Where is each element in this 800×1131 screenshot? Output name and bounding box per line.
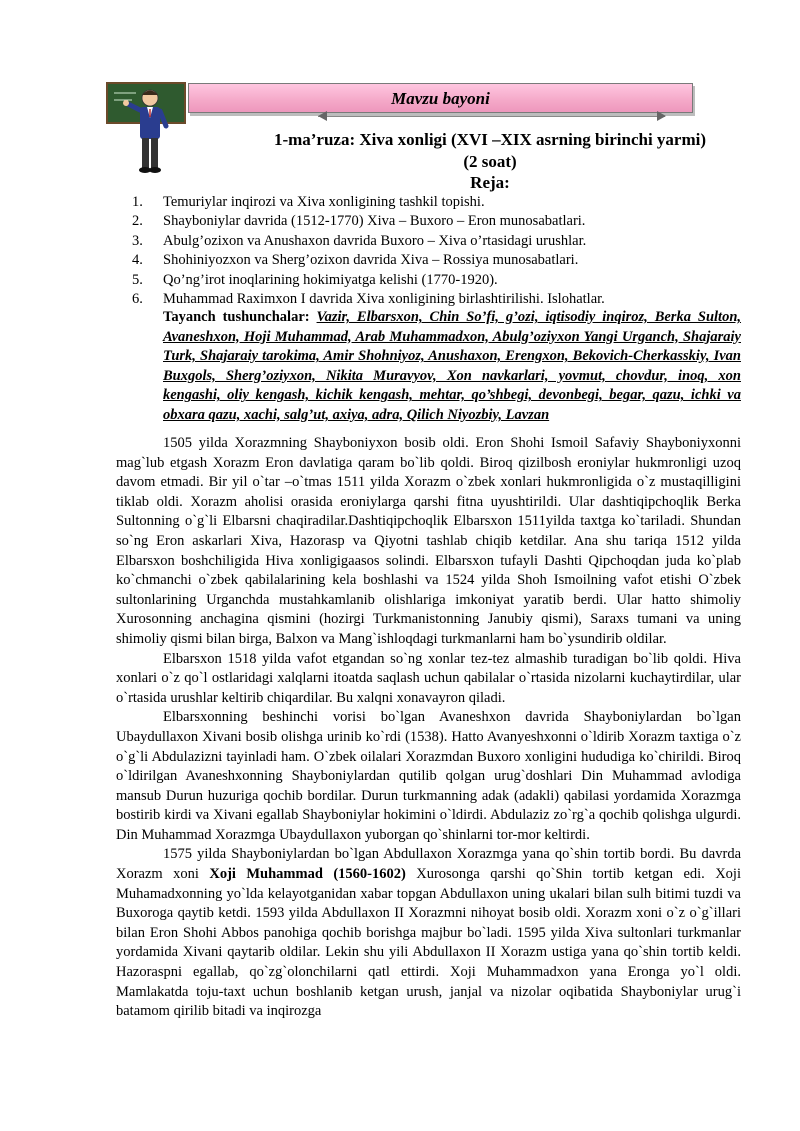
- plan-item: [132, 212, 752, 231]
- plan-item-number: 6.: [132, 291, 143, 308]
- key-terms-list: Vazir, Elbarsxon, Chin So’fi, g’ozi, iqtisodiy inqiroz, Berka Sulton, Avaneshxon, Hoji Muhammad, Arab Muhammadxon, Abulg’oziyxon Yangi Urganch, Shajaraiy Turk, Shajaraiy tarokima, Amir Shohniyoz, Anushaxon, Erengxon, Bekovich-Cherkasskiy, Ivan Buxgols, Sherg’oziyxon, Nikita Muravyov, Xon navkarlari, yovmut, chovdur, inoq, xon kengashi, oliy kengash, kichik kengash, mehtar, qo’shbegi, devonbegi, begar, qazu, ichki va obxara qazu, xachi, salg’ut, axiya, adra, Qilich Niyozbiy, Lavzan: [163, 309, 742, 423]
- paragraph: 1505 yilda Xorazmning Shayboniyxon bosib oldi. Eron Shohi Ismoil Safaviy Shayboniyxonni mag`lub etgash Xorazm Eron davlatiga qaram bo`lib qoldi. Biroq qizilbosh eroniylar hukmronligi uzoq davom etmadi. Bir yil o`tar –o`tmas 1511 yilda Xorazm o`zbek xonlari hukmronligida o`z mustaqilligini tiklab oldi. Xorazm aholisi orasida eroniylarga qarshi fitna uyushtirildi. Ular dashtiqipchoqlik Berka Sultonning o`g`li Elbarsni chaqiradilar.Dashtiqipchoqlik Elbarsxon 1511yilda taxtga ko`tariladi. Shundan so`ng Eron askarlari Xiva, Hazorasp va Qiyotni tashlab chiqib ketdilar. Ana shu tariqa 1512 yilda Elbarsxon boshchiligida Hiva xonligigaasos solindi. Elbarsxon tufayli Dashti Qipchoqdan juda ko`plab ko`chmanchi o`zbek qabilalarining kela boshlashi va 1524 yilda Shoh Ismoilning vafot etishi O`zbek sultonlarining Urganchda mustahkamlanib olishlariga imkoniyat yaratib berdi. Ular hatto shimoliy Xurosonning anchagina qismini (hozirgi Turkmanistonning Janubiy qismi), Saraxs tumani va uning shimoliy qismi bilan birga, Balxon va Mang`ishloqdagi turkmanlarni ham bo`ysundirib oldilar.: [116, 435, 741, 647]
- plan-item: [132, 271, 752, 290]
- plan-item-number: 4.: [132, 252, 143, 269]
- paragraph-text: Xurosonga qarshi qo`Shin tortib ketgan edi. Xoji Muhamadxonning yo`lda kelayotganidan xabar topgan Abdullaxon uning ukalari bilan sulh bitimi tuzdi va Buxoroga qaytib ketdi. 1593 yilda Abdullaxon II Xorazmni nihoyat bosib oldi. Xorazm xoni o`z o`g`illari bilan Eron Shohi Abbos panohiga qochib borishga majbur bo`ladi. 1595 yilda Xiva sultonlari turkmanlar yordamida Xivani qaytarib oldilar. Lekin shu yili Abdullaxon II Xorazm ustiga yana qo`shin tortib keldi. Hazoraspni egallab, qo`zg`olonchilarni qatl ettirdi. Xoji Muhammadxon yana Eronga yo`l oldi. Mamlakatda toju-taxt uchun boshlanib ketgan urush, janjal va nizolar oqibatida Shayboniylar urug`i batamom qirilib bitadi va inqirozga: [116, 866, 741, 1020]
- plan-item-text: Muhammad Raximxon I davrida Xiva xonligining birlashtirilishi. Islohatlar.: [163, 291, 605, 308]
- plan-item: [132, 290, 752, 309]
- plan-list: [132, 193, 752, 309]
- plan-heading: Reja:: [470, 173, 510, 192]
- key-terms-label: Tayanch tushunchalar:: [163, 309, 310, 325]
- plan-item-text: Abulg’ozixon va Anushaxon davrida Buxoro – Xiva o’rtasidagi urushlar.: [163, 232, 587, 249]
- banner-title: Mavzu bayoni: [391, 89, 490, 108]
- plan-item-text: Shayboniylar davrida (1512-1770) Xiva – Buxoro – Eron munosabatlari.: [163, 213, 586, 230]
- khan-name-bold: Xoji Muhammad (1560-1602): [209, 866, 406, 883]
- lecture-title: 1-ma’ruza: Xiva xonligi (XVI –XIX asrning birinchi yarmi): [273, 130, 707, 149]
- plan-item-number: 2.: [132, 213, 143, 230]
- plan-item: [132, 193, 752, 212]
- paragraph: Elbarsxonning beshinchi vorisi bo`lgan Avaneshxon davrida Shayboniylardan bo`lgan Ubaydullaxon Xivani bosib olishga urinib ko`rdi (1538). Hatto Avanyeshxonni o`ldirib Xorazm taxtiga o`z o`g`li Abdulazizni tayinladi ham. O`zbek oilalari Xorazmdan Buxoro xonligini hududiga ko`chirildi. Biroq o`ldirilgan Avaneshxonning Shayboniylardan qutilib qolgan urug`doshlari Din Muhammad avlodiga mansub Durun huzuriga qochib bordilar. Durun turkmanning adak (adakli) qabilasi yordamida Xorazmga bostirib kirdi va Xivani egallab Shayboniylar hokimini o`ldirdi. Abdulaziz zo`rg`a qochib qolishga ulgurdi. Din Muhammad Xorazmga Ubaydullaxon yuborgan qo`shinlarni tor-mor keltirdi.: [116, 709, 741, 843]
- plan-item-text: Qo’ng’irot inoqlarining hokimiyatga kelishi (1770-1920).: [163, 271, 498, 288]
- plan-item-text: Shohiniyozxon va Sherg’ozixon davrida Xiva – Rossiya munosabatlari.: [163, 252, 579, 269]
- plan-item-number: 3.: [132, 232, 143, 249]
- lecture-hours: (2 soat): [463, 152, 517, 171]
- arrow-right-icon: [657, 111, 666, 121]
- plan-item-number: 1.: [132, 194, 143, 210]
- plan-item: [132, 251, 752, 270]
- paragraph: Elbarsxon 1518 yilda vafot etgandan so`ng xonlar tez-tez almashib turadigan bo`lib qoldi. Hiva xonlari o`z qo`l ostlaridagi xalqlarni itoatda saqlash uchun qabilalar o`rtasida nizolarni kuchaytirdilar, ular o`rtasida urushlar keltirib chiqardilar. Bu xalqni xonavayron qiladi.: [116, 650, 741, 706]
- lecture-body: [116, 434, 741, 1022]
- plan-item-number: 5.: [132, 271, 143, 288]
- arrow-left-icon: [318, 111, 327, 121]
- paragraph: [116, 845, 741, 1021]
- topic-banner: [188, 83, 693, 113]
- paragraph-text: 1575 yilda Shayboniylardan bo`lgan Abdullaxon Xorazmga yana qo`shin tortib bordi. Bu davrda Xorazm xoni: [116, 846, 741, 883]
- key-terms: [163, 308, 741, 426]
- banner-underline: [318, 116, 665, 117]
- plan-item: [132, 232, 752, 251]
- plan-item-text: Temuriylar inqirozi va Xiva xonligining tashkil topishi.: [163, 194, 485, 210]
- teacher-blackboard-icon: [106, 80, 188, 176]
